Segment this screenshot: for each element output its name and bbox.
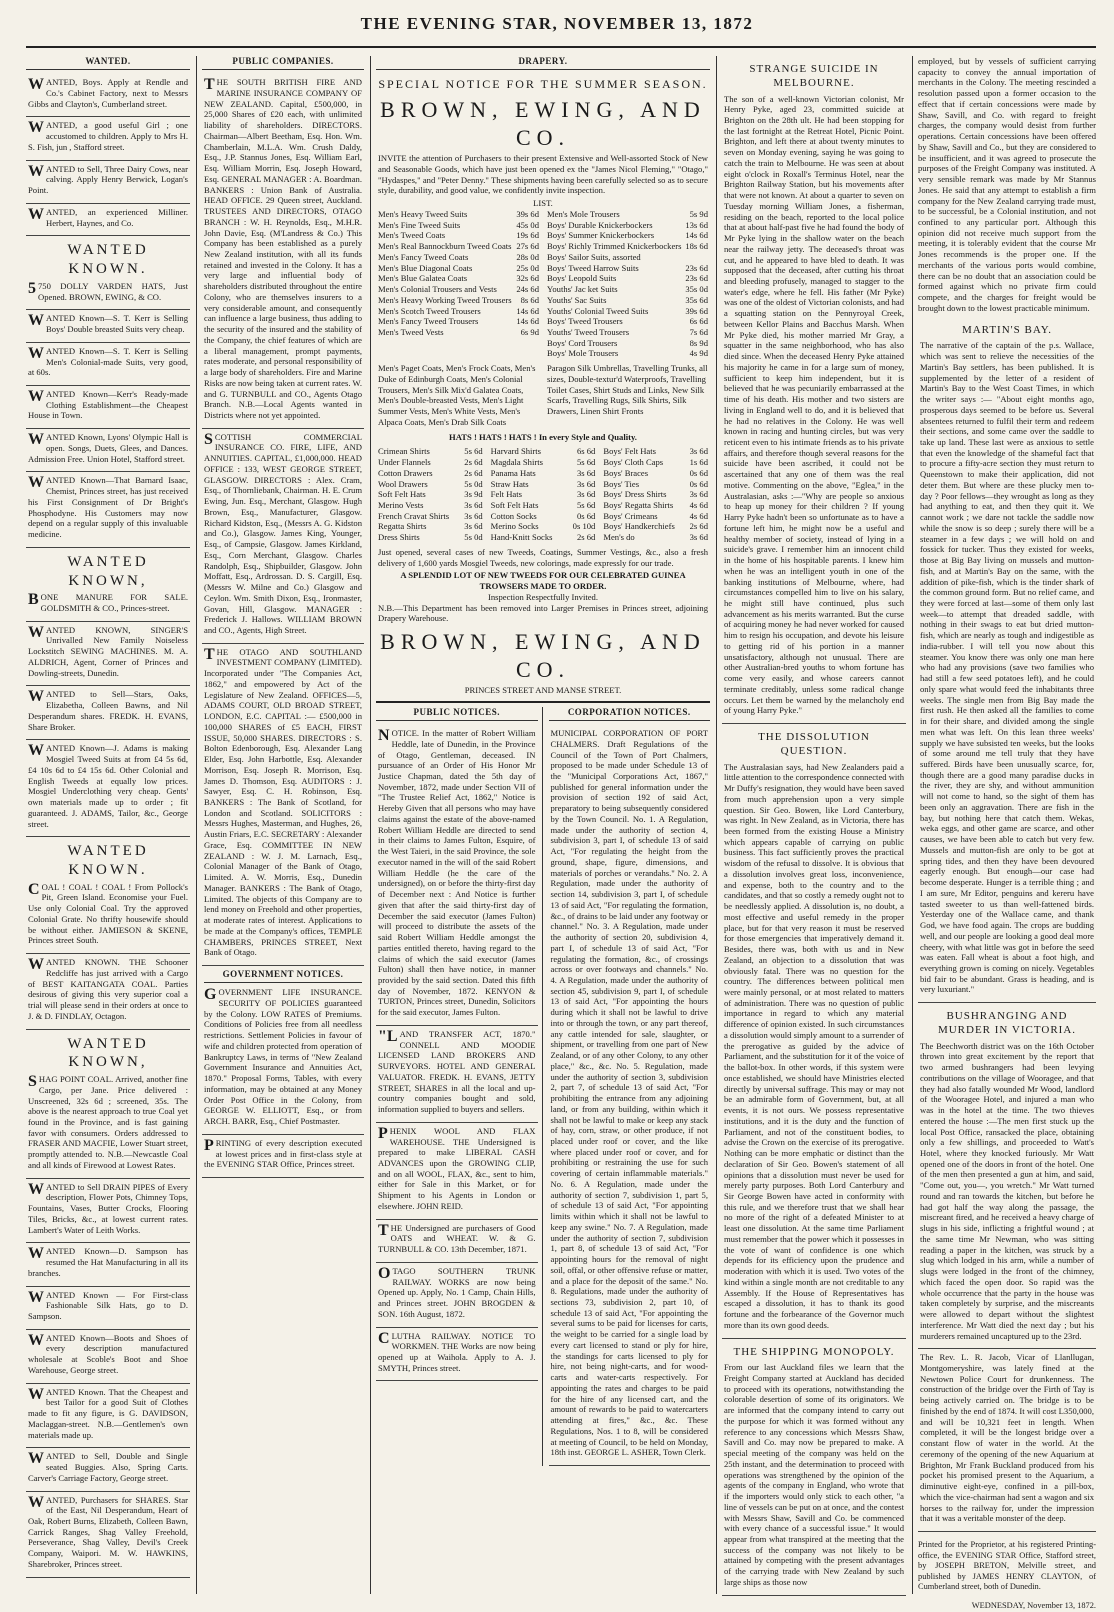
- item-name: Men's Colonial Trousers and Vests: [378, 284, 497, 295]
- price-row: [547, 338, 708, 349]
- article-body: The narrative of the captain of the p.s. Wallace, which was sent to relieve the necessities of the Martin's Bay settlers, has been published. It is supplemented by the letter of a resident of Martin's Bay to the West Coast Times, in which the writer says :— "About eight months ago, prosperous days seemed to be before us. Several absentees returned to fulfil their term and redeem their sections, and some came over the saddle to take up land. These last were as anxious to settle that even the knowledge of the shameful fact that to procure a fifty-acre section they must return to Queenstown to make their application, did not deter them. But where are these plucky men to-day ? Poor fellows—they wrought as long as they had anything to eat, and then they quit it. We cannot work ; we dare not tackle the saddle now while the snow is so deep ; surely there will be a steamer in a few days ; we will hold on and fossick for tucker. Thus they existed for weeks, those at Big Bay living on mussels and mutton-fish, and at Martin's Bay on the same, with the addition of pike-fish, which is the tinder shark of the common ground form. But no relief came, and they were forced at last—some of them only last week—to attempt that dreaded saddle, with nothing in their swags to eat but dried mutton-fish, which are nearly as tough and indigestible as india-rubber. I will tell you now about this steamer. You know there was only one man here who had any provisions (save two families who had still a few seed potatoes left), and he could only spare what would feed the inhabitants three weeks. The single men from Big Bay made the first rush. He then asked all the families to come in for their share, and divided among the single men what was left. On this lean three weeks' supply we have subsisted ten weeks, but the looks of some around me tell truly that they have suffered. Birds have been unusually scarce, for, though there are a good many paradise ducks in the river, they are shy, and without ammunition will not come to hand, so the sight of them has been only an aggravation. There are fish in the bay, but nothing here that catch them. Wekas, weka eggs, and other game are scarce, and other causes, we have been able to catch but very few. Mussels and mutton-fish are only to be got at spring tides, and then they have been devoured eagerly enough. But enough—our case had become desperate. Hunger is a terrible thing ; and I am sure, Mr Editor, penguins and kereru have tasted sweeter to us than well-fattened birds. Yesterday one of the Wallace came, and thank God, we have food again. The crops are budding well, and our people are looking a good deal more cheery, with what little was got in before the seed was eaten. Fall wheat is about a foot high, and everything grown is coming on nicely. Vegetables bid fair to be abundant. Grass is heading, and is very luxuriant.": [920, 340, 1094, 995]
- news-article: [722, 56, 906, 724]
- item-name: Youths' Colonial Tweed Suits: [547, 305, 649, 316]
- price-row: [603, 500, 708, 511]
- column-divider: [370, 56, 371, 1594]
- price-row: [378, 284, 539, 295]
- item-price: 1s 6d: [689, 457, 709, 468]
- item-price: 0s 6d: [689, 478, 709, 489]
- item-price: 25s 0d: [516, 262, 539, 273]
- item-name: Under Flannels: [378, 457, 431, 468]
- ad-heading: WANTED KNOWN.: [67, 242, 149, 278]
- price-row: [547, 348, 708, 359]
- item-price: 35s 0d: [685, 284, 708, 295]
- price-row: [491, 479, 596, 490]
- item-name: Boys' Dress Shirts: [603, 489, 667, 500]
- item-name: Men's Tweed Coats: [378, 230, 446, 241]
- item-name: Cotton Drawers: [378, 467, 433, 478]
- price-row: [547, 284, 708, 295]
- item-name: Boys' Summer Knickerbockers: [547, 230, 655, 241]
- price-row: [603, 479, 708, 490]
- special-notice: SPECIAL NOTICE FOR THE SUMMER SEASON.: [378, 77, 708, 92]
- drapery-advertisement: [376, 74, 710, 703]
- column-divider: [716, 56, 717, 1594]
- list-heading: LIST.: [533, 198, 553, 209]
- price-row: [378, 500, 483, 511]
- item-name: Merino Socks: [490, 521, 539, 532]
- item-price: 45s 0d: [516, 219, 539, 230]
- price-row: [378, 489, 483, 500]
- price-row: [547, 306, 708, 317]
- advertisement: [26, 74, 190, 117]
- news-article: [918, 317, 1096, 1004]
- ad-text: WANTED Known—Boots and Shoes of every description manufactured wholesale at Scoble's Boot and Shoe Warehouse, George street.: [28, 1331, 188, 1375]
- column-drapery: [376, 56, 710, 1594]
- item-name: Men's Heavy Tweed Suits: [378, 208, 468, 219]
- item-price: 3s 9d: [464, 489, 483, 500]
- price-row: [491, 532, 596, 543]
- advertisement: [376, 725, 538, 1026]
- article-body: The Australasian says, had New Zealanders paid a little attention to the correspondence connected with Mr Duffy's resignation, they would have been saved from much apprehension upon a very simple question. Sir Geo. Bowen, like Lord Canterbury, was right. In New Zealand, as in Victoria, there has been formed from the existing House a Ministry which appears capable of carrying on public business. This fact sufficiently proves the practical wisdom of the refusal to dissolve. It is obvious that a dissolution involves great loss, inconvenience, and expense, both to the country and to the candidates, and that so costly a remedy ought not to be needlessly applied. A dissolution is, no doubt, a most effective and useful remedy in the proper place, but for that very reason it must be reserved for those emergencies that imperatively demand it. Besides, there was, both with us and in New Zealand, an objection to a dissolution that was obviously fatal. There was no question for the country. The differences between political men were mainly personal, or at most related to matters of administration. There was no question of public importance in regard to which any material difference of opinion existed. In such circumstances a dissolution would simply amount to a surrender of the prerogative as guided by the advice of Parliament, and the substitution for it of the voice of the ballot-box. In other words, if this system were once established, we should have Ministries elected directly by universal suffrage. This may or may not be an admirable form of Government, but, at all events, it is not ours. We possess representative institutions, and it is the duty and the function of Parliament, and not of the constituent bodies, to advise the Crown on the exercise of its prerogative. Nothing can be more emphatic or distinct than the declaration of Sir Geo. Bowen's statement of all opinions that a dissolution must never be used for merely party purposes. Both Lord Canterbury and Sir George Bowen have acted in conformity with this rule, and we therefore trust that we shall hear no more of the right of a defeated Minister to at least one dissolution. At the same time Parliament must remember that the power which it possesses in the vote of want of confidence is one which depends for its efficiency upon the prudence and moderation with which it is used. Two votes of the kind within a single month are not creditable to any Assembly. If the House of Representatives has escaped a dissolution, it has to thank its good fortune and the forbearance of the Governor much more than its own good deeds.: [724, 761, 904, 1330]
- item-name: Hand-Knitt Socks: [490, 532, 553, 543]
- item-price: 35s 6d: [685, 294, 708, 305]
- price-row: [491, 446, 596, 457]
- advertisement: [26, 548, 190, 622]
- price-row: [378, 479, 483, 490]
- article-body: From our last Auckland files we learn that the Freight Company started at Auckland has decided to proceed with its operations, notwithstanding the colorable desertion of some of its originators. We are informed that the company intend to carry out the purpose for which it was formed without any reference to any concessions which Messrs Shaw, Savill and Co. may now be prepared to make. A special meeting of the company was held on the 25th instant, and the determination to proceed with operations was strengthened by the opinion of the agents of the company in England, who wrote that if the importers would only stick to each other, "a line of vessels can be put on at once, and the contest with Messrs Shaw, Savill and Co. be commenced with every chance of a successful issue." It would appear from what transpired at the meeting that the success of the company was not likely to be attained by competing with the present advantages of the carrying trade with New Zealand by such large ships as those now: [724, 1362, 904, 1587]
- item-price: 24s 6d: [516, 284, 539, 295]
- publication-date: WEDNESDAY, November 13, 1872.: [971, 1601, 1096, 1611]
- item-price: 27s 6d: [516, 241, 539, 252]
- price-row: [491, 457, 596, 468]
- price-list-left: [378, 209, 539, 359]
- advertisement: [202, 74, 364, 429]
- hats-heading: HATS ! HATS ! HATS ! In every Style and Quality.: [449, 431, 637, 442]
- item-name: Soft Felt Hats: [378, 489, 426, 500]
- opened-text: Just opened, several cases of new Tweeds, Coatings, Summer Vestings, &c., also a fresh delivery of 1,600 yards Mosgiel Tweeds, new colorings, made expressly for our trade.: [378, 546, 708, 568]
- price-row: [491, 468, 596, 479]
- item-price: 3s 6d: [464, 521, 483, 532]
- ad-text: WANTED Known—S. T. Kerr is Selling Boys' Double breasted Suits very cheap.: [28, 312, 188, 335]
- section-heading: PUBLIC COMPANIES.: [202, 56, 364, 70]
- item-name: Youths' Sac Suits: [547, 294, 607, 305]
- advertisement: [376, 1123, 538, 1220]
- price-row: [547, 295, 708, 306]
- price-row: [378, 511, 483, 522]
- advertisement: [26, 236, 190, 310]
- price-row: [491, 489, 596, 500]
- item-name: Crimean Shirts: [378, 446, 430, 457]
- price-row: [378, 230, 539, 241]
- ad-text: GOVERNMENT LIFE INSURANCE. SECURITY OF POLICIES guaranteed by the Colony. LOW RATES of Premiums. Conditions of Policies free from all needless restrictions. Settlement Policies in favour of wife and children protected from operation of Bankruptcy Laws, in terms of "New Zealand Government Insurance and Annuities Act, 1870." Proposal Forms, Tables, with every information, may be obtained at any Money Order Post Office in the Colony, from GEORGE W. ELLIOTT, Esq., or from ARCH. BARR, Esq., Chief Postmaster.: [204, 986, 362, 1127]
- advertisement: [376, 1328, 538, 1382]
- price-row: [603, 457, 708, 468]
- advertisement: [26, 1330, 190, 1384]
- ad-text: WANTED to Sell—Stars, Oaks, Elizabetha, Colleen Bawns, and Nil Desperandum shares. FREDK. H. EVANS, Share Broker.: [28, 688, 188, 732]
- ad-text: WANTED, Boys. Apply at Rendle and Co.'s Cabinet Factory, next to Messrs Gibbs and Clayton's, Cumberland street.: [28, 76, 188, 109]
- ad-text: THE OTAGO AND SOUTHLAND INVESTMENT COMPANY (LIMITED). Incorporated under "The Companies Act, 1862," and empowered by Act of the Legislature of New Zealand. OFFICES—5, ADAMS COURT, OLD BROAD STREET, LONDON, E.C. CAPITAL :— £500,000 in 100,000 SHARES of £5 EACH, FIRST ISSUE, 50,000 SHARES. DIRECTORS : S. Bolton Edenborough, Esq. Alexander Lang Elder, Esq. John Harbottle, Esq. Alexander Morrison, Esq. Joseph R. Morrison, Esq. James D. Thomson, Esq. AUDITORS : J. Sawyer, Esq. C. H. Robinson, Esq. BANKERS : The Bank of Scotland, for London and Scotland. SOLICITORS : Messrs Hughes, Masterman, and Hughes, 26, Austin Friars, E.C. SECRETARY : Alexander Grace, Esq. COMMITTEE IN NEW ZEALAND : W. J. M. Larnach, Esq., Colonial Manager of the Bank of Otago, Limited. A. W. Morris, Esq., Dunedin Manager. BANKERS : The Bank of Otago, Limited. The objects of this Company are to lend money on Freehold and other properties, at moderate rates of interest. Applications to be made at the Company's offices, TEMPLE CHAMBERS, PRINCES STREET, Next Bank of Otago.: [204, 645, 362, 958]
- footer-advertiser-name: BROWN, EWING, AND CO.: [380, 629, 706, 682]
- section-heading: DRAPERY.: [376, 56, 710, 70]
- item-price: 6s 6d: [576, 446, 596, 457]
- item-name: Youths' Jac ket Suits: [547, 284, 618, 295]
- advertisement: [26, 954, 190, 1029]
- advertisement: [26, 686, 190, 740]
- item-price: 28s 0d: [516, 251, 539, 262]
- price-row: [547, 209, 708, 220]
- advertisement: [26, 343, 190, 386]
- price-row: [603, 446, 708, 457]
- article-title: THE SHIPPING MONOPOLY.: [733, 1345, 895, 1358]
- article-title: STRANGE SUICIDE IN MELBOURNE.: [749, 63, 879, 89]
- item-name: Boys' Regatta Shirts: [603, 500, 674, 511]
- advertisement: [26, 1179, 190, 1244]
- item-name: Men's Heavy Working Tweed Trousers: [378, 294, 512, 305]
- item-name: Men's do: [603, 532, 635, 543]
- advertiser-name: BROWN, EWING, AND CO.: [380, 97, 706, 150]
- ad-text: WANTED Known—D. Sampson has resumed the Hat Manufacturing in all its branches.: [28, 1245, 188, 1278]
- ad-text: WANTED Known, Lyons' Olympic Hall is open. Songs, Duets, Glees, and Dances. Admission Free. Union Hotel, Stafford street.: [28, 431, 188, 464]
- continued-text: employed, but by vessels of sufficient carrying capacity to convey the annual importation of merchants in the Colony. The meeting rescinded a resolution passed upon a former occasion to the effect that if certain concessions were made by Shaw, Savill, and Co. with regard to freight charges, the company would desist from further operations. Certain concessions have been offered by Shaw, Savill and Co., but they are considered to be insufficient, and it was agreed to prosecute the purposes of the Freight Company was instituted. A very sensible remark was made by Mr Stannus Jones. He said that any attempt to establish a firm company for the New Zealand carrying trade must, to be successful, be a Colonial institution, and not confined to any particular port. Although this opinion did not receive much support from the meeting, it is tolerably evident that the course Mr Jones recommends is the proper one. If the merchants of the various ports would combine, there can be no doubt that an association could be formed against which no private firm could compete, and the charges for freight would be brought down to the lowest practicable minimum.: [918, 56, 1096, 313]
- nb-text: N.B.—This Department has been removed into Larger Premises in Princes street, adjoining Drapery Warehouse.: [378, 602, 708, 624]
- item-name: Harvard Shirts: [490, 446, 542, 457]
- item-name: Boys' Richly Trimmed Knickerbockers: [547, 241, 682, 252]
- extra-items-right: Paragon Silk Umbrellas, Travelling Trunks, all sizes, Double-textur'd Waterproofs, Travelling Toilet Cases, Shirt Studs and Links, New Silk Scarfs, Travelling Rugs, Silk Shirts, Silk Drawers, Linen Shirt Fronts: [547, 363, 708, 417]
- column-wanted: [26, 56, 190, 1594]
- ad-text: OTAGO SOUTHERN TRUNK RAILWAY. WORKS are now being Opened up. Apply, No. 1 Camp, Chain Hills, and Princes street. JOHN BROGDEN & SON. 16th August, 1872.: [378, 1264, 536, 1319]
- ad-heading: WANTED KNOWN.: [67, 843, 149, 878]
- ad-text: WANTED Known—S. T. Kerr is Selling Men's Colonial-made Suits, very good, at 60s.: [28, 344, 188, 378]
- advertisement: [26, 1384, 190, 1449]
- item-price: 18s 6d: [685, 241, 708, 252]
- item-price: 2s 6d: [464, 457, 483, 468]
- item-price: 13s 6d: [685, 219, 708, 230]
- item-name: Men's Fancy Tweed Trousers: [378, 316, 479, 327]
- item-price: 0s 6d: [689, 467, 709, 478]
- item-price: 14s 6d: [516, 305, 539, 316]
- item-price: 5s 9d: [689, 208, 708, 219]
- item-price: 3s 6d: [576, 489, 596, 500]
- price-row: [547, 220, 708, 231]
- item-price: 2s 6d: [689, 521, 709, 532]
- item-price: 2s 6d: [464, 467, 483, 478]
- ad-text: WANTED, a good useful Girl ; one accustomed to children. Apply to Mrs H. S. Fish, jun , Stafford street.: [28, 119, 188, 152]
- item-name: Boys' Braces: [603, 467, 649, 478]
- newspaper-title: THE EVENING STAR, NOVEMBER 13, 1872: [360, 14, 754, 33]
- news-article: [722, 1339, 906, 1596]
- ad-heading: WANTED KNOWN,: [67, 1035, 149, 1071]
- price-row: [491, 511, 596, 522]
- item-name: Men's Fine Tweed Suits: [378, 219, 461, 230]
- article-body: The Beechworth district was on the 16th October thrown into great excitement by the report that two armed bushrangers had been levying contributions on the village of Wooragee, and that they had also fatally wounded Mr Wood, landlord of the Wooragee Hotel, and injured a man who was in the hotel at the time. The two thieves entered the house :—The men first stuck up the local Post Office, ransacked the place, obtaining only a few shillings, and proceeded to Watt's Hotel, where they knocked furiously. Mr Watt opened one of the doors in front of the hotel. One of the men then presented a gun at him, and said, "Come out, you—, you wretch." Mr Watt turned round and ran towards the kitchen, but before he had got half the way along the passage, the miscreant fired, and he received a heavy charge of slugs in his side, inflicting a frightful wound ; at the same time Mr Newman, who was sitting reading a paper in the kitchen, was struck by a slug which lodged in his arm, while a number of slugs were lodged in the front of the chimney, which faced the open door. So rapid was the whole occurrence that the party in the house was taken completely by surprise, and the miscreants were allowed to depart without the slightest interference. Mr Watt died the next day ; but his murderers remained uncaptured up to the 23rd.: [920, 1040, 1094, 1341]
- ad-text: WANTED KNOWN, SINGER'S Unrivalled New Family Noiseless Lockstitch SEWING MACHINES. M. A. ALDRICH, Agent, Corner of Princes and Dowling-streets, Dunedin.: [28, 623, 188, 678]
- ad-text: THE SOUTH BRITISH FIRE AND MARINE INSURANCE COMPANY OF NEW ZEALAND. Capital, £500,000, in 25,000 Shares of £20 each, with unlimited liability of shareholders. DIRECTORS. Chairman—Albert Beetham, Esq. Hon. Wm. Chamberlain, M.L.A. Wm. Crush Daldy, Esq., J.P. Stannus Jones, Esq. William Earl, Esq. William Morrin, Esq. Joseph Howard, Esq. GENERAL MANAGER : A. Boardman. BANKERS : Union Bank of Australia. HEAD OFFICE. 29 Queen street, Auckland. TRUSTEES AND DIRECTORS, OTAGO BRANCH : W. H. Reynolds, Esq., M.H.R. John Davie, Esq. (M'Landress & Co.) This Company has been established as a purely New Zealand institution, with all its funds retained and invested in the Colony. It has a very large and influential body of shareholders distributed throughout the entire Colony, who are themselves insurers to a very considerable amount, and consequently can influence a large business, thus adding to the security of the insured and the stability of the Company, the chief features of which are a liberal management, prompt payments, rates moderate, and personal responsibility of a large body of shareholders. Fire and Marine Risks are now being taken at current rates. W. and G. TURNBULL and CO., Agents Otago Branch. N.B.—Local Agents wanted in Districts where not yet appointed.: [204, 76, 362, 421]
- advertisement: [26, 1287, 190, 1330]
- advertisement: [26, 386, 190, 429]
- price-row: [491, 500, 596, 511]
- public-notices: [376, 707, 543, 1466]
- price-row: [547, 273, 708, 284]
- item-name: Men's Blue Galatea Coats: [378, 273, 468, 284]
- price-row: [378, 521, 483, 532]
- shirts-list-left: [378, 446, 483, 543]
- item-price: 39s 6d: [685, 305, 708, 316]
- item-price: 5s 6d: [464, 446, 483, 457]
- item-name: Youths' Tweed Trousers: [547, 327, 630, 337]
- column-news-2: [918, 56, 1096, 1611]
- item-name: Panama Hats: [490, 467, 536, 478]
- item-name: Boys' Crimeans: [603, 510, 658, 521]
- item-price: 0s 6d: [576, 510, 596, 521]
- ad-text: PRINTING of every description executed at lowest prices and in first-class style at the EVENING STAR Office, Princes street.: [204, 1136, 362, 1170]
- item-name: Boys' Mole Trousers: [547, 348, 619, 359]
- ad-text: NOTICE. In the matter of Robert William Heddle, late of Dunedin, in the Province of Otago, Gentleman, deceased. IN pursuance of an Order of His Honor Mr Justice Chapman, dated the 5th day of November, 1872, made under Section VII of "The Trustee Relief Act, 1862," Notice is Hereby Given that all persons who may have claims against the estate of the above-named Robert William Heddle are directed to send in their claims to James Fulton, Esquire, of the West Taieri, in the said Province, the sole executor named in the will of the said Robert William Heddle (he the care of the undersigned), on or before the thirty-first day of December next : And Notice is further given that after the said thirty-first day of December the said executor (James Fulton) will proceed to distribute the assets of the said Robert William Heddle amongst the parties entitled thereto, having regard to the claims of which the said executor (James Fulton) shall then have notice, in manner provided by the said section. Dated this fifth day of November, 1872. KENYON & TURTON, Princes street, Dunedin, Solicitors for the said executor, James Fulton.: [378, 727, 536, 1018]
- item-name: Boys' Cloth Caps: [603, 457, 664, 468]
- item-name: Straw Hats: [490, 478, 529, 489]
- price-row: [378, 532, 483, 543]
- news-article: [918, 1349, 1096, 1532]
- ad-text: "LAND TRANSFER ACT, 1870." CONNELL AND MOODIE LICENSED LAND BROKERS AND SURVEYORS. HOTEL AND GENERAL VALUATOR. FREDK. H. EVANS, JETTY STREET, SHARES in all the local and up-country companies bought and sold, information supplied to buyers and sellers.: [378, 1027, 536, 1115]
- ad-text: WANTED to Sell DRAIN PIPES of Every description, Flower Pots, Chimney Tops, Fountains, Vases, Butter Crocks, Flooring Tiles, Bricks, &c., at lowest current rates. Lambert's Water of Leith Works.: [28, 1180, 188, 1235]
- advertisement: [202, 644, 364, 966]
- column-divider: [196, 56, 197, 1594]
- item-price: 4s 9d: [689, 348, 708, 359]
- item-name: Men's Tweed Vests: [378, 327, 444, 337]
- price-row: [378, 468, 483, 479]
- item-price: 5s 6d: [576, 500, 596, 511]
- shirts-list-mid: [491, 446, 596, 543]
- ad-text: BONE MANURE FOR SALE. GOLDSMITH & CO., Princes-street.: [28, 591, 188, 614]
- article-title: THE DISSOLUTION QUESTION.: [758, 731, 870, 757]
- item-price: 19s 6d: [516, 230, 539, 241]
- shirts-list-right: [603, 446, 708, 543]
- advertisement: [26, 837, 190, 954]
- advertisement: [26, 622, 190, 687]
- price-row: [378, 446, 483, 457]
- news-article: [918, 1003, 1096, 1349]
- item-price: 14s 6d: [516, 316, 539, 327]
- item-name: Magdala Shirts: [490, 457, 543, 468]
- item-name: Men's Fancy Tweed Coats: [378, 251, 469, 262]
- ad-text: WANTED, Purchasers for SHARES. Star of the East, Nil Desperandum, Heart of Oak, Robert Burns, Elizabeth, Colleen Bawn, Carrick Ranges, Shag Valley Freehold, Perseverance, Shag Valley, Devil's Creek Company, Waipori. M. W. HAWKINS, Sharebroker, Princes street.: [28, 1493, 188, 1569]
- item-price: 39s 6d: [516, 208, 539, 219]
- item-price: 3s 6d: [689, 532, 709, 543]
- price-row: [547, 241, 708, 252]
- item-name: Regatta Shirts: [378, 521, 427, 532]
- column-public-companies: [202, 56, 364, 1594]
- price-row: [378, 241, 539, 252]
- ad-text: WANTED Known — For First-class Fashionable Silk Hats, go to D. Sampson.: [28, 1288, 188, 1321]
- item-price: 4s 6d: [689, 510, 709, 521]
- price-row: [603, 521, 708, 532]
- item-price: 6s 6d: [689, 316, 708, 327]
- article-title: BUSHRANGING AND MURDER IN VICTORIA.: [937, 1010, 1077, 1036]
- notice-body: MUNICIPAL CORPORATION OF PORT CHALMERS. Draft Regulations of the Council of the Town of Port Chalmers, proposed to be made under Schedule 13 of the "Municipal Corporations Act, 1867," published for general information under the provision of section 192 of said Act, preparatory to being subsequently considered by the Town Council. No. 1. A Regulation, made under the authority of section 4, subdivision 3, part I, of schedule 13 of said Act, "For regulating the height from the ground, shape, figure, dimensions, and materials of porches or verandahs." No. 2. A Regulation, made under the authority of section 14, subdivision 3, part I, of schedule 13 of said Act, "For regulating the formation, &c., of drains to be laid under any footway or channel." No. 3. A Regulation, made under the authority of section 20, subdivision 4, part I, of schedule 13 of said Act, "For regulating the formation, &c., of crossings across or over footways and channels." No. 4. A Regulation, made under the authority of section 45, subdivision 9, part I, of schedule 13 of said Act, "For appointing the hours during which it shall not be lawful to drive into or through the town, or any part thereof, any cattle intended for sale, slaughter, or shipment, or travelling from one part of New Zealand, or of any other Colony, to any other place," &c., &c. No. 5. Regulation, made under the authority of section 3, subdivision 2, part 7, of schedule 13 of said Act, "For prohibiting the entrance from any adjoining land, or from any building, within which it shall not be lawful to make or keep any stack of hay, corn, straw, or other produce, if not placed under roof or cover, and the like where placed under roof or cover, and for prohibiting or restraining the use for such covering of certain inflammable materials." No. 6. A Regulation, made under the authority of section 7, subdivision 1, part 5, of schedule 13 of said Act, "For appointing limits within which it shall not be lawful to keep any swine." No. 7. A Regulation, made under the authority of section 7, subdivision 1, part 8, of schedule 13 of said Act, "For appointing hours for the removal of night soil, offal, or other offensive refuse or matter, and a place for the deposit of the same." No. 8. Regulations, made under the authority of sections 73, subdivision 2, part 10, of schedule 13 of said Act, "For appointing the several sums to be paid for licenses for carts, the weight to be carried for a single load by every cart licensed to stand or ply for hire, the standings for carts licensed to ply for hire, not being night-carts, and for wood-carts and water-carts respectively. For appointing the rates and charges to be paid for the hire of any licensed cart, and the amount of rewards to be paid to watercarters attending at fires," &c., &c. These Regulations, Nos. 1 to 8, will be considered at meeting of Council, to be held on Monday, 18th inst. GEORGE L. ASHER, Town Clerk.: [550, 728, 708, 1458]
- price-list-right: [547, 209, 708, 359]
- item-price: 3s 6d: [689, 489, 709, 500]
- item-price: 6s 9d: [520, 327, 539, 337]
- item-name: Boys' Durable Knickerbockers: [547, 219, 653, 230]
- advertisement: [376, 1026, 538, 1123]
- ad-text: CLUTHA RAILWAY. NOTICE TO WORKMEN. THE Works are now being opened up at Waihola. Apply to A. J. SMYTH, Princes street.: [378, 1329, 536, 1373]
- item-price: 4s 6d: [689, 500, 709, 511]
- advertisement: [26, 310, 190, 342]
- ad-text: WANTED Known—Kerr's Ready-made Clothing Establishment—the Cheapest House in Town.: [28, 387, 188, 421]
- section-heading: GOVERNMENT NOTICES.: [204, 969, 362, 983]
- price-row: [378, 316, 539, 327]
- advertisement: [202, 966, 364, 1135]
- item-name: Boys' Ties: [603, 478, 640, 489]
- price-row: [603, 489, 708, 500]
- ad-text: WANTED to Sell, Double and Single seated Buggies. Also, Spring Carts. Carver's Carriage Factory, George street.: [28, 1450, 188, 1483]
- advertisement: [26, 429, 190, 472]
- item-price: 23s 6d: [685, 262, 708, 273]
- ad-heading: WANTED KNOWN,: [67, 553, 149, 589]
- ad-text: WANTED Known. That the Cheapest and best Tailor for a good Suit of Clothes made to fit any figure, is G. DAVIDSON, Maclaggan-street. N.B.—Gentlemen's own materials made up.: [28, 1385, 188, 1440]
- item-name: Boys' Sailor Suits, assorted: [547, 251, 641, 262]
- inspection-text: Inspection Respectfully Invited.: [487, 591, 599, 602]
- section-heading: PUBLIC NOTICES.: [376, 707, 538, 721]
- item-name: Boys' Cord Trousers: [547, 337, 618, 348]
- footer-address: PRINCES STREET AND MANSE STREET.: [464, 685, 622, 696]
- item-name: Men's Real Bannockburn Tweed Coats: [378, 241, 512, 252]
- price-row: [378, 327, 539, 338]
- ad-text: 5750 DOLLY VARDEN HATS, Just Opened. BROWN, EWING, & CO.: [28, 279, 188, 302]
- advertisement: [26, 117, 190, 160]
- masthead: [0, 0, 1114, 44]
- item-name: Men's Blue Diagonal Coats: [378, 262, 473, 273]
- advertisement: [26, 1243, 190, 1286]
- ad-text: WANTED KNOWN. THE Schooner Redcliffe has just arrived with a Cargo of BEST KAITANGATA COAL. Parties desirous of giving this very superior coal a trial will please send in their orders at once to J. & D. FINDLAY, Octagon.: [28, 956, 188, 1021]
- item-name: Felt Hats: [490, 489, 522, 500]
- item-name: Boys' Leopold Suits: [547, 273, 617, 284]
- notice-text: [549, 725, 711, 1466]
- price-row: [378, 273, 539, 284]
- price-row: [378, 457, 483, 468]
- ad-text: WANTED Known—That Barnard Isaac, Chemist, Princes street, has just received his First Consignment of Dr Bright's Phosphodyne. His Customers may now depend on a regular supply of this invaluable medicine.: [28, 474, 188, 540]
- ad-text: SCOTTISH COMMERCIAL INSURANCE CO. FIRE, LIFE, AND ANNUITIES. CAPITAL, £1,000,000. HEAD OFFICE : 133, WEST GEORGE STREET, GLASGOW. DIRECTORS : Alex. Cram, Esq., of Thornliebank, Chairman. H. E. Crum Ewing, Jun. Esq., Merchant, Glasgow. Hugh Brown, Esq., Manufacturer, Glasgow. Richard Kidston, Esq., (Messrs A. G. Kidston and Co.), Glasgow. James King, Younger, Esq., of Campsie, Glasgow. James Kirkland, Esq., Corn Merchant, Glasgow. Charles Randolph, Esq., Shipbuilder, Glasgow. John Moffatt, Esq., Ardrossan. D. S. Cargill, Esq. (Messrs W. Milne and Co.) Glasgow and Ceylon. Wm. Smith Dixon, Esq., Ironmaster, Govan, Hill, Glasgow. MANAGER : Frederick J. Hallows. WILLIAM BROWN and CO., Agents, High Street.: [204, 430, 362, 635]
- article-body: The Rev. L. R. Jacob, Vicar of Llanllugan, Montgomeryshire, was lately fined at the Newtown Police Court for drunkenness. The construction of the bridge over the Firth of Tay is being actively carried on. The bridge is to be finished by the end of 1874. It will cost L350,000, and will be 10,321 feet in length. When completed, it will be the longest bridge over a constant flow of water in the world. At the ceremony of the opening of the new Aquarium at Brighton, Mr Frank Buckland produced from his pocket his promised present to the Aquarium, a diminutive eight-eye, confined in a pill-box, which the vice-chairman had sent a wagon and six horses to the railway for, under the impression that it was a veritable monster of the deep.: [920, 1352, 1094, 1524]
- item-price: 3s 6d: [576, 478, 596, 489]
- advertisement: [26, 204, 190, 236]
- price-row: [378, 209, 539, 220]
- item-price: 5s 0d: [464, 478, 483, 489]
- item-price: 14s 6d: [685, 230, 708, 241]
- advertisement: [26, 1030, 190, 1179]
- price-row: [378, 306, 539, 317]
- price-row: [378, 263, 539, 274]
- item-price: 8s 6d: [520, 294, 539, 305]
- corporation-notices: [549, 707, 711, 1466]
- column-news-1: [722, 56, 906, 1594]
- advertisement: [26, 740, 190, 837]
- advertisement: [26, 1492, 190, 1578]
- price-row: [378, 220, 539, 231]
- item-name: Soft Felt Hats: [490, 500, 539, 511]
- ad-text: PHENIX WOOL AND FLAX WAREHOUSE. THE Undersigned is prepared to make LIBERAL CASH ADVANCES upon the GROWING CLIP, and on all WOOL, FLAX, &c., sent to him, either for Sale in this Market, or for Shipment to his Agents in London or elsewhere. JOHN REID.: [378, 1124, 536, 1211]
- price-row: [547, 316, 708, 327]
- advertisement: [202, 429, 364, 644]
- splendid-text: A SPLENDID LOT OF NEW TWEEDS FOR OUR CELEBRATED GUINEA TROWSERS MADE TO ORDER.: [400, 570, 686, 592]
- item-name: Wool Drawers: [378, 478, 428, 489]
- item-name: Dress Shirts: [378, 532, 420, 543]
- advertisement: [26, 161, 190, 204]
- item-price: 5s 6d: [576, 457, 596, 468]
- price-row: [547, 327, 708, 338]
- advertisement: [376, 1263, 538, 1328]
- ad-text: WANTED to Sell, Three Dairy Cows, near calving. Apply Henry Berwick, Logan's Point.: [28, 162, 188, 196]
- price-row: [603, 468, 708, 479]
- item-name: Merino Vests: [378, 500, 424, 511]
- item-price: 23s 6d: [685, 273, 708, 284]
- item-name: French Cravat Shirts: [378, 510, 450, 521]
- item-price: 3s 6d: [464, 500, 483, 511]
- extra-items-left: Men's Paget Coats, Men's Frock Coats, Men's Duke of Edinburgh Coats, Men's Colonial Trousers, Men's Silk Mix'd Galatea Coats, Men's Double-breasted Vests, Men's Light Summer Vests, Men's White Vests, Men's Alpaca Coats, Men's Drab Silk Coats: [378, 363, 536, 427]
- item-name: Men's Scotch Tweed Trousers: [378, 305, 481, 316]
- advertisement: [202, 1135, 364, 1178]
- item-name: Boys' Felt Hats: [603, 446, 656, 457]
- ad-text: WANTED, an experienced Milliner. Herbert, Haynes, and Co.: [28, 205, 188, 228]
- ad-text: COAL ! COAL ! COAL ! From Pollock's Pit, Green Island. Economise your Fuel. Use only Colonial Coal. Try the approved Colonial Grate. No thrifty housewife should be without either. JAMIESON & SKENE, Princes street South.: [28, 880, 188, 946]
- news-article: [722, 724, 906, 1338]
- price-row: [603, 532, 708, 543]
- item-price: 3s 6d: [576, 467, 596, 478]
- item-name: Cotton Socks: [490, 510, 537, 521]
- advertisement: [26, 472, 190, 547]
- advertisement: [26, 1448, 190, 1491]
- section-heading: CORPORATION NOTICES.: [549, 707, 711, 721]
- column-divider: [912, 56, 913, 1594]
- article-body: The son of a well-known Victorian colonist, Mr Henry Pyke, aged 23, committed suicide at Brighton on the 28th ult. He had been stopping for the last fortnight at the Retreat Hotel, Picnic Point. Brighton, and left there at about twenty minutes to seven on Monday evening, saying he was going to catch the train to Melbourne. He was seen at about eight o'clock in Roxall's Terminus Hotel, near the Brighton Railway Station, but his movements after that were not known. At about a quarter to seven on Tuesday morning William Jones, a fisherman, residing on the beach, reported to the local police that at about half-past five he had found the body of Mr Pyke lying in the shallow water on the beach near the railway jetty. The deceased's throat was cut, and he appeared to have bled to death. It was supposed that the deceased, after cutting his throat and bleeding profusely, managed to stagger to the water's edge, where he fell. His father (Mr Pyke) was one of the oldest of Victorian colonists, and had a squatting station on the Pennyroyal Creek, between Kellor Plains and Bacchus Marsh. When Mr Pyke died, his mother married Mr Gray, a squatter in the same neighborhood, who has also died since. When the deceased Henry Pyke attained his majority he came in for a large sum of money, sufficient to keep him independent, but it is believed that he was pecuniarily embarrassed at the time of his death. His mother and two sisters are living in England well to do, and it is believed that he had no relatives in the Colony. He was well known in racing and hunting circles, but was very reticent even to his intimate friends as to his private affairs, and therefore though several reasons for the suicide have been ascribed, it could not be ascertained that any one of them was the real motive. Commenting on the above, "Eglea," in the Australasian, asks :—"Why are people so anxious to heap up money for their children ? If young Harry Pyke hadn't been so unfortunate as to have a fortune left him, he might now be a useful and healthy member of society, instead of lying in a suicide's grave. I remember him an innocent child in the home of his hospitable parents. I knew him when he was an intelligent youth in one of the banking institutions of Melbourne, where, had circumstances compelled him to live on his salary, he might still have continued, plus such advancement as his merits warranted. But the curse of acquiring money he had never worked for caused him to resign his occupation, and devote his leisure to getting rid of his portion in a manner unsatisfactory, although not unusual. There are other Australian-bred youths to whom fortune has come very easily, and whose careers cannot terminate creditably, unless some radical change occurs. Let them be warned by the melancholy end of young Harry Pyke.": [724, 93, 904, 716]
- item-name: Men's Mole Trousers: [547, 208, 620, 219]
- item-price: 5s 0d: [464, 532, 483, 543]
- price-row: [491, 521, 596, 532]
- item-price: 2s 6d: [576, 532, 596, 543]
- item-name: Boys' Tweed Trousers: [547, 316, 623, 327]
- top-rule: [26, 46, 1096, 48]
- section-heading: WANTED.: [26, 56, 190, 70]
- item-name: Boys' Tweed Harrow Suits: [547, 262, 639, 273]
- item-price: 7s 6d: [689, 327, 708, 337]
- item-price: 3s 6d: [689, 446, 709, 457]
- item-price: 3s 6d: [464, 510, 483, 521]
- imprint: Printed for the Proprietor, at his registered Printing-office, the EVENING STAR Office, Stafford street, by JOSEPH BRETON, Melville street, and published by JAMES HENRY CLAYTON, of Cumberland street, both of Dunedin.: [918, 1540, 1096, 1592]
- price-row: [547, 230, 708, 241]
- item-price: 32s 6d: [516, 273, 539, 284]
- price-row: [378, 295, 539, 306]
- price-row: [603, 511, 708, 522]
- ad-text: SHAG POINT COAL. Arrived, another fine Cargo, per Jane. Price delivered : Unscreened, 32s 6d ; screened, 35s. The above is the nearest approach to true Coal yet found in the Province, and is fast gaining favor with consumers. Orders addressed to FRASER AND MACFIE, Lower Stuart street, promptly attended to. N.B.—Newcastle Coal and all kinds of Firewood at Lowest Rates.: [28, 1073, 188, 1170]
- item-name: Boys' Handkerchiefs: [603, 521, 675, 532]
- price-row: [378, 252, 539, 263]
- price-row: [547, 252, 708, 263]
- ad-text: WANTED Known—J. Adams is making Mosgiel Tweed Suits at from £4 5s 6d, £4 10s 6d to £4 15s 6d. Other Colonial and English Tweeds at equally low prices. Mosgiel Underclothing very cheap. Gents' own materials made up to order ; fit guaranteed. J. ADAMS, Tailor, &c., George street.: [28, 742, 188, 829]
- intro-text: INVITE the attention of Purchasers to their present Extensive and Well-assorted Stock of New and Seasonable Goods, which have just been opened ex the "James Nicol Fleming," "Otago," "Hydaspes," and "Peter Denny." These shipments having been carefully selected so as to secure style, durability, and good value, we confidently invite inspection.: [378, 153, 708, 196]
- ad-text: THE Undersigned are purchasers of Good OATS and WHEAT. W. & G. TURNBULL & CO. 13th December, 1871.: [378, 1221, 536, 1255]
- advertisement: [376, 1220, 538, 1263]
- article-title: MARTIN'S BAY.: [961, 323, 1053, 336]
- price-row: [547, 263, 708, 274]
- item-price: 0s 10d: [572, 521, 596, 532]
- item-price: 8s 9d: [689, 337, 708, 348]
